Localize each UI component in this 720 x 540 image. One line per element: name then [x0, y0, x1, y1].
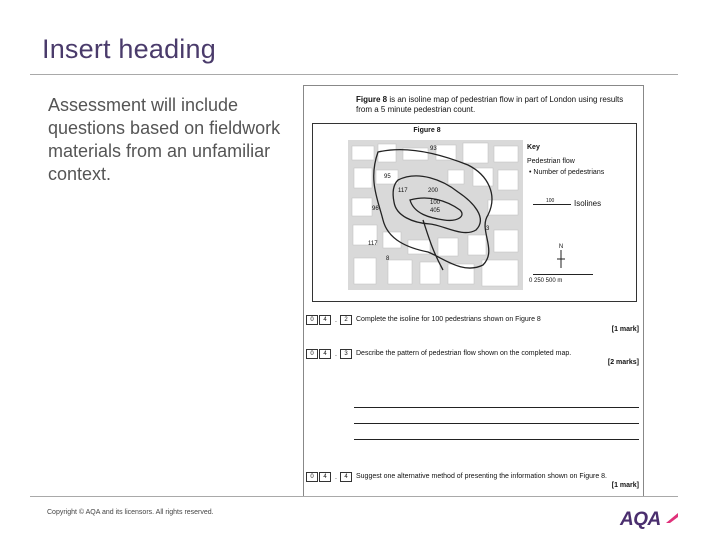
scale-labels: 0 250 500 m — [529, 278, 563, 284]
exam-paper-image — [303, 85, 644, 497]
scale-bar — [527, 274, 597, 294]
slide-body-text: Assessment will include questions based on fieldwork materials from an unfamiliar context. — [48, 95, 281, 184]
question-box: 3 — [340, 349, 352, 359]
question-box: 4 — [340, 472, 352, 482]
question-separator: . — [335, 350, 337, 358]
north-arrow-icon — [557, 244, 565, 270]
north-label: N — [558, 244, 564, 250]
question-text: Suggest one alternative method of presenting the information shown on Figure 8. — [356, 473, 607, 480]
question-box: 0 — [306, 472, 318, 482]
key-bullet-label: • Number of pedestrians — [529, 169, 605, 176]
question-text: Complete the isoline for 100 pedestrians shown on Figure 8 — [356, 316, 541, 323]
question-separator: . — [335, 473, 337, 481]
exam-intro — [356, 95, 638, 115]
footer-divider — [30, 496, 678, 497]
intro-text: is an isoline map of pedestrian flow in part of London using results from a 5 minute pedestrian count. — [356, 95, 624, 114]
key-isoline-label: Isolines — [574, 199, 602, 208]
aqa-logo — [620, 509, 680, 531]
logo-accent-icon — [664, 511, 680, 525]
answer-line — [354, 439, 639, 440]
map-label: 100 — [430, 200, 441, 206]
map-label: 8 — [386, 256, 390, 262]
slide-heading: Insert heading — [42, 34, 216, 64]
figure-title: Figure 8 — [413, 127, 441, 134]
question-box: 2 — [340, 315, 352, 325]
intro-figure-ref: Figure 8 — [356, 95, 388, 104]
map-label: 200 — [428, 188, 439, 194]
question-marks: [1 mark] — [611, 326, 639, 333]
key-title: Key — [527, 144, 540, 151]
key-isoline-sample — [533, 204, 571, 205]
map-label: 93 — [430, 146, 437, 152]
map-label: 95 — [384, 174, 391, 180]
question-box: 0 — [306, 315, 318, 325]
figure-frame — [312, 123, 637, 302]
map-label: 117 — [398, 188, 408, 194]
question-row — [306, 472, 639, 482]
answer-line — [354, 407, 639, 408]
map-key — [527, 144, 627, 294]
isoline-map — [348, 140, 523, 290]
map-label: 96 — [372, 206, 379, 212]
question-box: 4 — [319, 472, 331, 482]
question-box: 0 — [306, 349, 318, 359]
map-label: 405 — [430, 208, 441, 214]
scale-line — [533, 274, 593, 275]
logo-text: AQA — [620, 509, 661, 530]
question-box: 4 — [319, 315, 331, 325]
map-label: 3 — [486, 226, 490, 232]
question-separator: . — [335, 316, 337, 324]
answer-line — [354, 423, 639, 424]
question-row — [306, 349, 639, 359]
question-box: 4 — [319, 349, 331, 359]
key-flow-label: Pedestrian flow — [527, 158, 575, 165]
question-text: Describe the pattern of pedestrian flow shown on the completed map. — [356, 350, 572, 357]
header-divider — [30, 74, 678, 75]
key-isoline-value: 100 — [546, 198, 555, 204]
question-marks: [1 mark] — [611, 482, 639, 489]
question-marks: [2 marks] — [607, 359, 639, 366]
question-row — [306, 315, 639, 325]
map-label: 117 — [368, 241, 378, 247]
copyright-notice: Copyright © AQA and its licensors. All rights reserved. — [47, 509, 214, 516]
